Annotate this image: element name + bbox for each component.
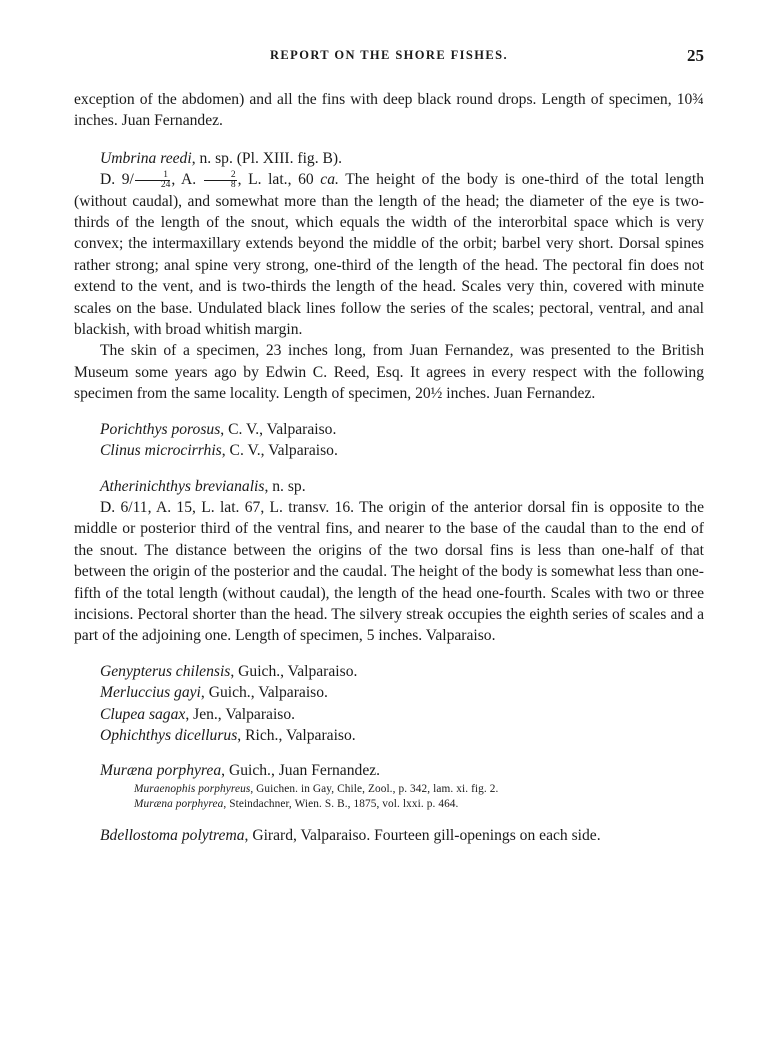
species-rest: , Guich., Valparaiso. <box>200 684 328 702</box>
synonym-reference <box>74 782 704 798</box>
page-header <box>74 46 704 70</box>
species-name: Atherinichthys brevianalis <box>100 477 265 495</box>
species-rest: , Guich., Juan Fernandez. <box>221 762 381 780</box>
umbrina-heading <box>74 148 704 169</box>
species-heading-rest: , n. sp. <box>264 477 306 495</box>
species-name: Merluccius gayi <box>100 684 201 702</box>
intro-paragraph: exception of the abdomen) and all the fins with deep black round drops. Length of specimen, 10¾ inches. Juan Fernandez. <box>74 91 704 130</box>
species-line <box>74 704 704 725</box>
reference-rest: , Steindachner, Wien. S. B., 1875, vol. lxxi. p. 464. <box>223 798 459 811</box>
fin-formula-prefix: D. 9/ <box>100 171 134 189</box>
species-heading-rest: , n. sp. (Pl. XIII. fig. B). <box>191 149 342 167</box>
species-rest: , Rich., Valparaiso. <box>237 726 356 744</box>
fin-formula-fraction <box>135 171 171 190</box>
fraction-denominator: 8 <box>230 180 236 191</box>
fraction-numerator: 2 <box>204 171 237 181</box>
species-rest: , C. V., Valparaiso. <box>220 420 337 438</box>
muraena-heading <box>74 760 704 781</box>
species-name: Ophichthys dicellurus <box>100 726 238 744</box>
species-line <box>74 661 704 682</box>
species-line <box>74 440 704 461</box>
reference-rest: , Guichen. in Gay, Chile, Zool., p. 342, lam. xi. fig. 2. <box>250 782 499 795</box>
umbrina-description <box>74 169 704 340</box>
running-title: REPORT ON THE SHORE FISHES. <box>270 48 508 62</box>
species-line <box>74 725 704 746</box>
species-line <box>74 419 704 440</box>
species-line <box>74 682 704 703</box>
species-name: Genypterus chilensis <box>100 662 231 680</box>
species-name: Bdellostoma polytrema <box>100 826 245 844</box>
fin-formula-after: , L. lat., 60 <box>237 171 321 189</box>
fin-formula-mid: , A. <box>171 171 203 189</box>
synonym-reference <box>74 797 704 813</box>
atherinichthys-heading <box>74 476 704 497</box>
reference-name: Muræna porphyrea <box>134 798 224 811</box>
reference-name: Muraenophis porphyreus <box>134 782 251 795</box>
anal-formula-fraction <box>204 171 237 190</box>
atherinichthys-description: D. 6/11, A. 15, L. lat. 67, L. transv. 16. The origin of the anterior dorsal fin is opposite to the middle or posterior third of the ventral fins, and nearer to the base of the caudal than to the end of the snout. The distance between the origins of the two dorsal fins is less than one-half of that between the origin of the posterior and the caudal. The height of the body is somewhat less than one-fifth of the total length (without caudal), the length of the head one-fourth. Scales with two or three incisions. Pectoral shorter than the head. The silvery streak occupies the eighth series of scales and a part of the adjoining one. Length of specimen, 5 inches. Valparaiso. <box>74 498 704 645</box>
fraction-numerator: 1 <box>135 171 171 181</box>
page-number: 25 <box>687 46 704 65</box>
species-rest: , Girard, Valparaiso. Fourteen gill-openings on each side. <box>244 826 601 844</box>
bdellostoma-line <box>74 825 704 846</box>
page-body <box>74 89 704 846</box>
fraction-denominator: 24 <box>160 180 171 191</box>
species-name: Umbrina reedi <box>100 149 192 167</box>
species-name: Clupea sagax <box>100 705 186 723</box>
species-rest: , Guich., Valparaiso. <box>230 662 358 680</box>
species-name: Muræna porphyrea <box>100 762 222 780</box>
species-name: Clinus microcirrhis <box>100 442 222 460</box>
species-name: Porichthys porosus <box>100 420 221 438</box>
umbrina-specimen-note: The skin of a specimen, 23 inches long, from Juan Fernandez, was presented to the British Museum some years ago by Edwin C. Reed, Esq. It agrees in every respect with the following specimen from the same locality. Length of specimen, 20½ inches. Juan Fernandez. <box>74 342 704 403</box>
species-rest: , C. V., Valparaiso. <box>221 442 338 460</box>
description-text: The height of the body is one-third of the total length (without caudal), and somewhat more than the length of the head; the diameter of the eye is two-thirds of the length of the snout, which equals the width of the interorbital space which is very convex; the intermaxillary extends beyond the middle of the orbit; barbel very short. Dorsal spines rather strong; anal spine very strong, one-third of the length of the head. The pectoral fin does not extend to the vent, and is two-thirds the length of the head. Scales very thin, covered with minute scales on the base. Undulated black lines follow the series of the scales; pectoral, ventral, and anal blackish, with broad whitish margin. <box>74 171 705 339</box>
circa-abbrev: ca. <box>320 171 339 189</box>
species-rest: , Jen., Valparaiso. <box>185 705 296 723</box>
